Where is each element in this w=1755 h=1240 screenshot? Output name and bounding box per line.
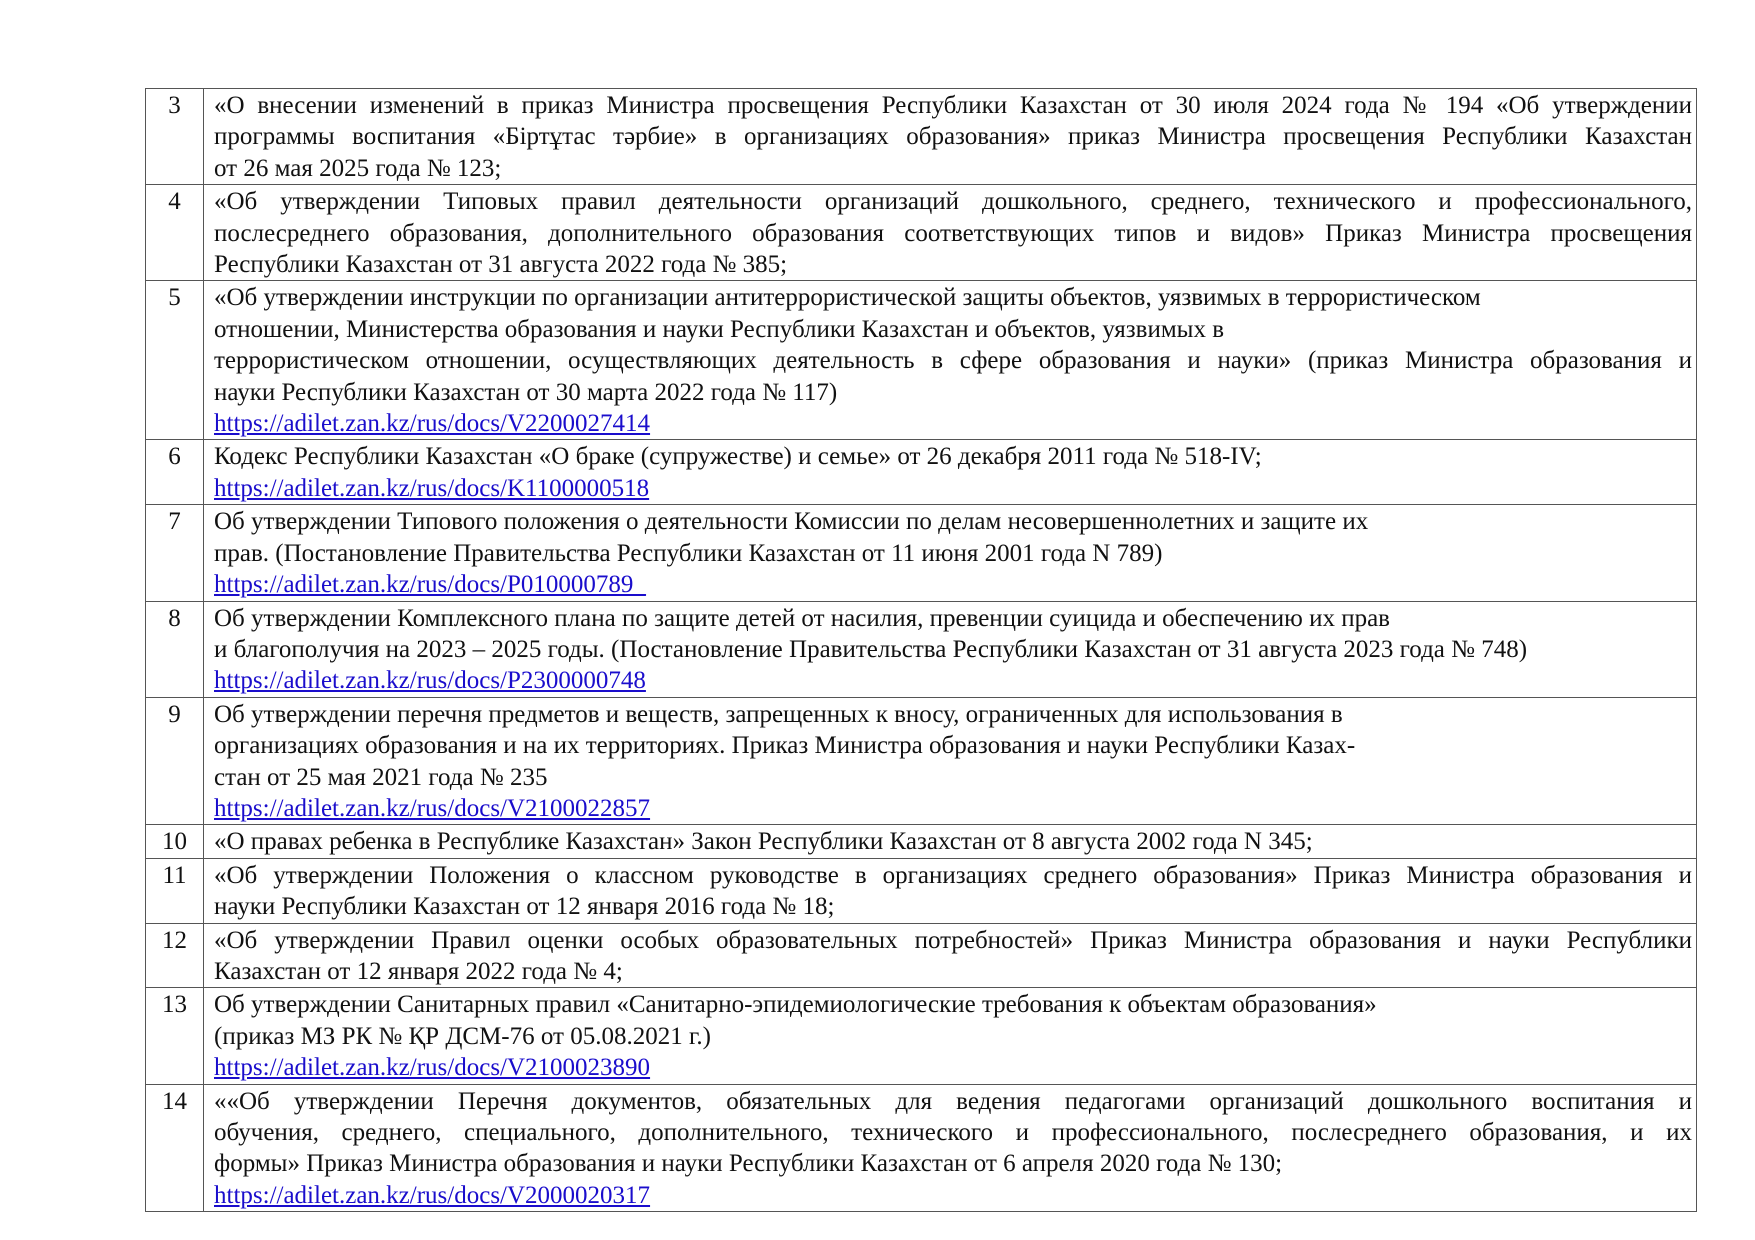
- table-row: [146, 440, 1697, 505]
- document-link[interactable]: https://adilet.zan.kz/rus/docs/K1100000518: [214, 474, 650, 502]
- document-description-cell: [204, 923, 1697, 988]
- document-link[interactable]: https://adilet.zan.kz/rus/docs/V2200027414: [214, 410, 651, 438]
- description-line: «О правах ребенка в Республике Казахстан» Закон Республики Казахстан от 8 августа 2002 года N 345;: [214, 828, 1313, 856]
- document-description-cell: [204, 697, 1697, 825]
- description-line: «Об утверждении Типовых правил деятельности организаций дошкольного, среднего, технического и профессионального,: [214, 188, 1692, 216]
- row-number: 12: [146, 923, 204, 988]
- description-line: науки Республики Казахстан от 12 января 2016 года № 18;: [214, 893, 835, 921]
- document-description-cell: [204, 601, 1697, 697]
- row-number: 7: [146, 505, 204, 601]
- table-row: [146, 601, 1697, 697]
- table-row: [146, 89, 1697, 185]
- document-link[interactable]: https://adilet.zan.kz/rus/docs/V2100023890: [214, 1054, 651, 1082]
- description-line: Кодекс Республики Казахстан «О браке (супружестве) и семье» от 26 декабря 2011 года № 518-IV;: [214, 443, 1262, 471]
- description-line: формы» Приказ Министра образования и науки Республики Казахстан от 6 апреля 2020 года № 130;: [214, 1150, 1283, 1178]
- description-line: Республики Казахстан от 31 августа 2022 года № 385;: [214, 251, 788, 279]
- description-line: Об утверждении Комплексного плана по защите детей от насилия, превенции суицида и обеспечению их прав: [214, 604, 1390, 632]
- document-link[interactable]: https://adilet.zan.kz/rus/docs/P2300000748: [214, 667, 646, 695]
- document-description-cell: [204, 988, 1697, 1084]
- description-line: «О внесении изменений в приказ Министра просвещения Республики Казахстан от 30 июля 2024 года № 194 «Об утверждении: [214, 92, 1692, 119]
- table-row: [146, 988, 1697, 1084]
- description-line: (приказ МЗ РК № ҚР ДСМ-76 от 05.08.2021 г.): [214, 1022, 711, 1050]
- description-line: обучения, среднего, специального, дополнительного, технического и профессионального, послесреднего образования, и их: [214, 1119, 1692, 1146]
- table-row: [146, 281, 1697, 440]
- description-line: науки Республики Казахстан от 30 марта 2022 года № 117): [214, 378, 838, 406]
- row-number: 4: [146, 185, 204, 281]
- document-description-cell: [204, 440, 1697, 505]
- description-line: террористическом отношении, осуществляющих деятельность в сфере образования и науки» (приказ Министра образования и: [214, 347, 1692, 375]
- description-line: программы воспитания «Біртұтас тәрбие» в организациях образования» приказ Министра просвещения Республики Казахстан: [214, 123, 1692, 151]
- row-number: 13: [146, 988, 204, 1084]
- description-line: и благополучия на 2023 – 2025 годы. (Постановление Правительства Республики Казахстан от 31 августа 2023 года № 748): [214, 635, 1528, 663]
- description-line: Казахстан от 12 января 2022 года № 4;: [214, 957, 623, 985]
- description-line: «Об утверждении Положения о классном руководстве в организациях среднего образования» Приказ Министра образования и: [214, 861, 1692, 889]
- description-line: Об утверждении Санитарных правил «Санитарно-эпидемиологические требования к объектам образования»: [214, 991, 1377, 1019]
- description-line: прав. (Постановление Правительства Республики Казахстан от 11 июня 2001 года N 789): [214, 539, 1163, 567]
- document-description-cell: [204, 505, 1697, 601]
- description-line: стан от 25 мая 2021 года № 235: [214, 763, 548, 791]
- row-number: 3: [146, 89, 204, 185]
- document-description-cell: [204, 185, 1697, 281]
- table-row: [146, 505, 1697, 601]
- document-description-cell: [204, 89, 1697, 185]
- table-row: [146, 858, 1697, 923]
- table-row: [146, 697, 1697, 825]
- table-row: [146, 923, 1697, 988]
- row-number: 9: [146, 697, 204, 825]
- document-description-cell: [204, 281, 1697, 440]
- description-line: Об утверждении Типового положения о деятельности Комиссии по делам несовершеннолетних и защите их: [214, 508, 1369, 536]
- document-link[interactable]: https://adilet.zan.kz/rus/docs/P010000789_: [214, 571, 646, 599]
- row-number: 8: [146, 601, 204, 697]
- document-link[interactable]: https://adilet.zan.kz/rus/docs/V2000020317: [214, 1181, 651, 1209]
- description-line: «Об утверждении Правил оценки особых образовательных потребностей» Приказ Министра образования и науки Республики: [214, 926, 1692, 954]
- table-row: [146, 1084, 1697, 1212]
- table-row: [146, 825, 1697, 858]
- document-link[interactable]: https://adilet.zan.kz/rus/docs/V2100022857: [214, 794, 651, 822]
- row-number: 10: [146, 825, 204, 858]
- table-body: [146, 89, 1697, 1212]
- description-line: «Об утверждении инструкции по организации антитеррористической защиты объектов, уязвимых в террористическом: [214, 284, 1481, 312]
- description-line: организациях образования и на их территориях. Приказ Министра образования и науки Республики Казах-: [214, 732, 1356, 760]
- row-number: 14: [146, 1084, 204, 1212]
- legal-acts-table: [145, 88, 1697, 1212]
- description-line: послесреднего образования, дополнительного образования соответствующих типов и видов» Приказ Министра просвещения: [214, 219, 1692, 247]
- description-line: Об утверждении перечня предметов и веществ, запрещенных к вносу, ограниченных для использования в: [214, 700, 1343, 728]
- document-description-cell: [204, 825, 1697, 858]
- description-line: ««Об утверждении Перечня документов, обязательных для ведения педагогами организаций дошкольного воспитания и: [214, 1087, 1692, 1115]
- row-number: 5: [146, 281, 204, 440]
- row-number: 6: [146, 440, 204, 505]
- document-description-cell: [204, 1084, 1697, 1212]
- description-line: от 26 мая 2025 года № 123;: [214, 154, 502, 182]
- description-line: отношении, Министерства образования и науки Республики Казахстан и объектов, уязвимых в: [214, 315, 1224, 343]
- document-description-cell: [204, 858, 1697, 923]
- row-number: 11: [146, 858, 204, 923]
- table-row: [146, 185, 1697, 281]
